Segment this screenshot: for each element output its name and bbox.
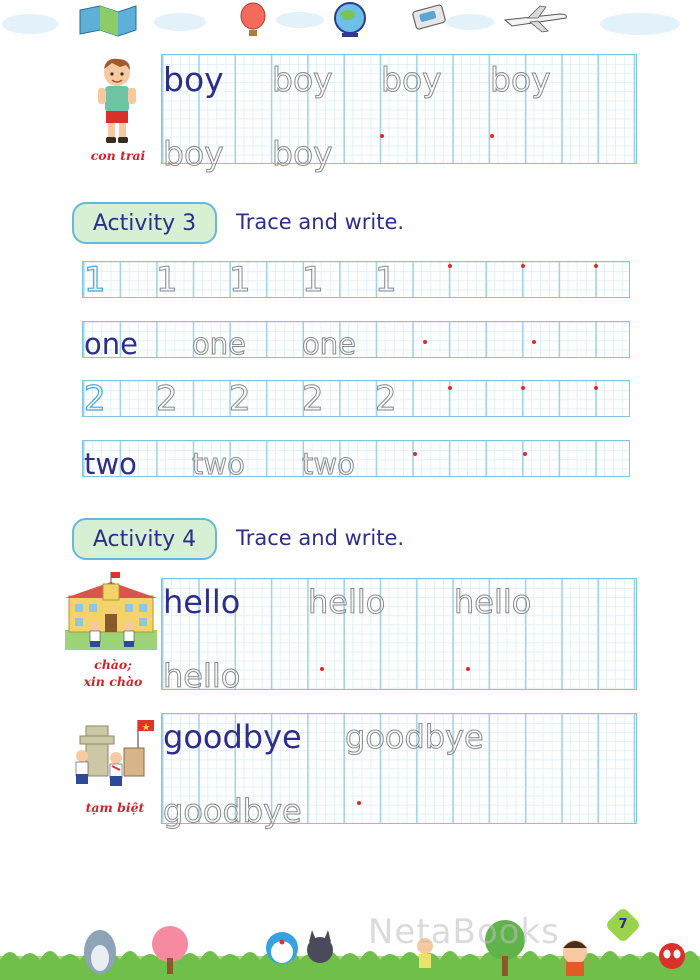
boy-trace-word[interactable]: boy: [272, 134, 333, 173]
publisher-watermark: NetaBooks: [368, 912, 560, 952]
doraemon-icon: [266, 932, 298, 964]
goodbye-trace-word[interactable]: goodbye: [345, 718, 484, 756]
activity-3-row-2-trace[interactable]: one: [192, 327, 246, 361]
start-dot: [466, 667, 470, 671]
goodbye-trace-word[interactable]: goodbye: [163, 792, 302, 830]
activity-3-row-1-trace[interactable]: 1: [156, 260, 178, 300]
top-decoration: [0, 0, 700, 42]
school-illustration: [65, 572, 157, 650]
activity-3-row-4-grid: [82, 440, 630, 481]
start-dot: [532, 340, 536, 344]
start-dot: [594, 264, 598, 268]
activity-3-row-3-trace[interactable]: 2: [156, 379, 178, 419]
bottom-decoration: [0, 900, 700, 980]
start-dot: [380, 134, 384, 138]
map-icon: [80, 6, 136, 36]
boy-illustration: [92, 55, 142, 147]
page-number: 7: [618, 917, 628, 932]
activity-3-row-1-trace[interactable]: 1: [229, 260, 251, 300]
start-dot: [523, 452, 527, 456]
start-dot: [490, 134, 494, 138]
activity-3-row-2-grid: [82, 321, 630, 361]
start-dot: [448, 264, 452, 268]
activity-3-row-3-trace[interactable]: 2: [302, 379, 324, 419]
activity-3-row-2-trace[interactable]: one: [302, 327, 356, 361]
activity-3-row-3-trace[interactable]: 2: [375, 379, 397, 419]
activity-4-instruction: Trace and write.: [236, 526, 405, 550]
boy-trace-word[interactable]: boy: [381, 60, 442, 99]
hello-model-word: hello: [163, 583, 241, 621]
activity-3-row-1-trace[interactable]: 1: [302, 260, 324, 300]
activity-3-row-4-model: two: [84, 447, 137, 481]
start-dot: [521, 386, 525, 390]
page-number-badge: [605, 907, 642, 944]
activity-3-row-4-trace[interactable]: two: [192, 447, 245, 481]
activity-3-label: Activity 3: [72, 202, 217, 244]
start-dot: [594, 386, 598, 390]
boy-model-word: boy: [163, 60, 224, 99]
hello-caption-line-2: xin chào: [83, 673, 143, 689]
start-dot: [413, 452, 417, 456]
goodbye-caption: tạm biệt: [85, 800, 145, 815]
hello-trace-word[interactable]: hello: [308, 583, 386, 621]
boy-caption: con trai: [90, 148, 146, 163]
hello-caption: [70, 657, 156, 691]
hello-caption-line-1: chào;: [94, 657, 132, 672]
hello-trace-word[interactable]: hello: [163, 657, 241, 695]
start-dot: [448, 386, 452, 390]
activity-3-row-3-trace[interactable]: 2: [229, 379, 251, 419]
activity-3-row-1-model: 1: [84, 260, 106, 300]
hello-trace-word[interactable]: hello: [454, 583, 532, 621]
batman-icon: [307, 930, 333, 963]
start-dot: [521, 264, 525, 268]
boy-trace-word[interactable]: boy: [272, 60, 333, 99]
activity-3-row-4-trace[interactable]: two: [302, 447, 355, 481]
goodbye-model-word: goodbye: [163, 718, 302, 756]
activity-3-row-1-trace[interactable]: 1: [375, 260, 397, 300]
spiderman-icon: [659, 943, 685, 969]
start-dot: [357, 801, 361, 805]
totoro-icon: [84, 930, 116, 974]
start-dot: [423, 340, 427, 344]
activity-3-instruction: Trace and write.: [236, 210, 405, 234]
activity-4-label: Activity 4: [72, 518, 217, 560]
child-icon: [563, 940, 587, 976]
goodbye-illustration: [68, 718, 158, 792]
activity-3-row-3-model: 2: [84, 379, 106, 419]
boy-trace-word[interactable]: boy: [163, 134, 224, 173]
activity-3-row-2-model: one: [84, 327, 138, 361]
start-dot: [320, 667, 324, 671]
boy-trace-word[interactable]: boy: [490, 60, 551, 99]
